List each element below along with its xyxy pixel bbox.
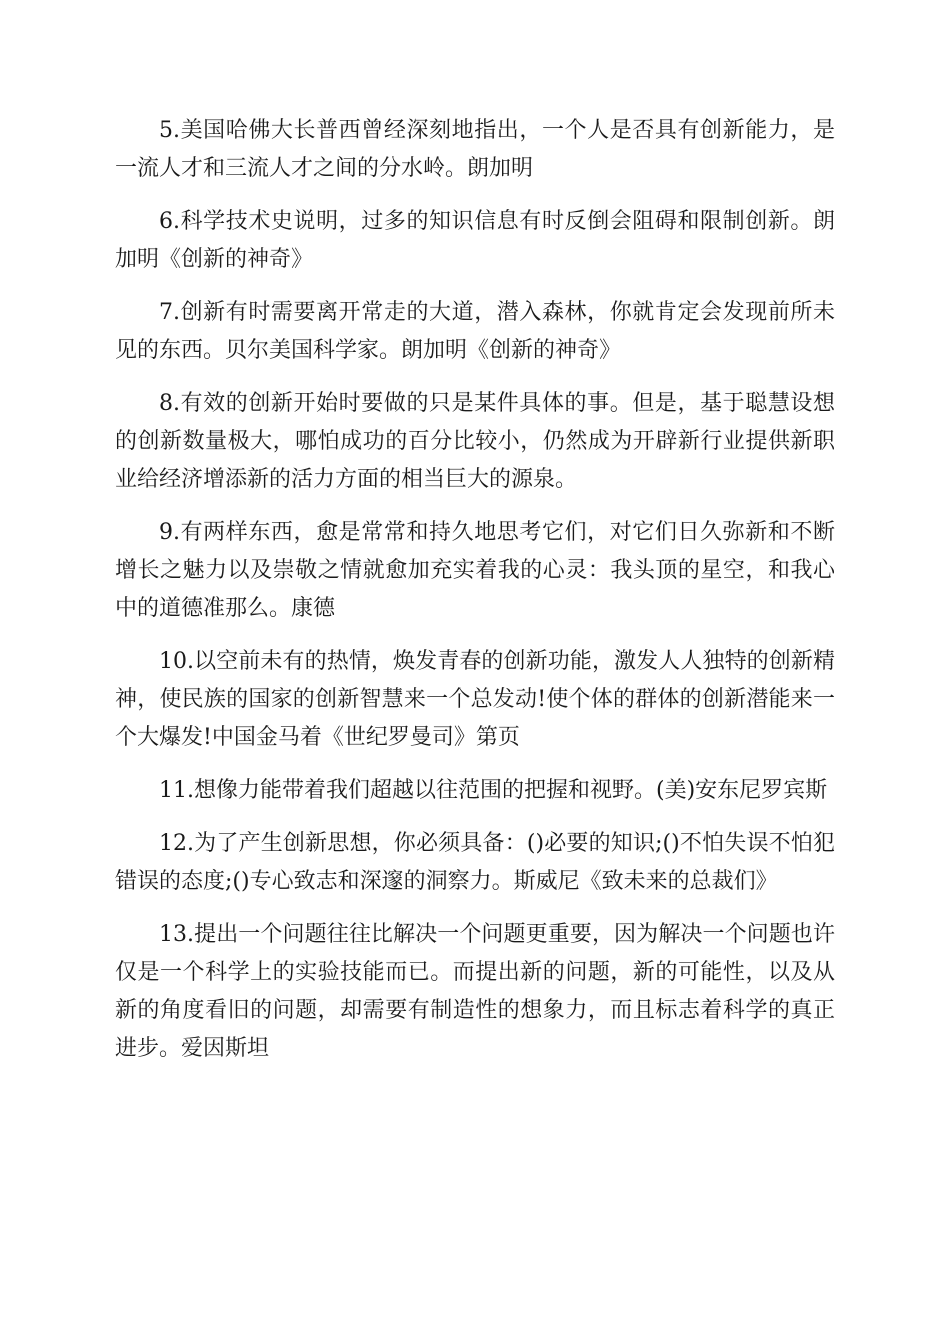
paragraph-13: 13.提出一个问题往往比解决一个问题更重要，因为解决一个问题也许仅是一个科学上的实验技能而已。而提出新的问题，新的可能性，以及从新的角度看旧的问题，却需要有制造性的想象力，而且标志着科学的真正进步。爱因斯坦 <box>115 922 835 1061</box>
paragraph-8: 8.有效的创新开始时要做的只是某件具体的事。但是，基于聪慧设想的创新数量极大，哪怕成功的百分比较小，仍然成为开辟新行业提供新职业给经济增添新的活力方面的相当巨大的源泉。 <box>115 391 835 492</box>
document-body <box>115 112 835 1083</box>
paragraph-9: 9.有两样东西，愈是常常和持久地思考它们，对它们日久弥新和不断增长之魅力以及崇敬之情就愈加充实着我的心灵：我头顶的星空，和我心中的道德准那么。康德 <box>115 520 835 621</box>
paragraph-6: 6.科学技术史说明，过多的知识信息有时反倒会阻碍和限制创新。朗加明《创新的神奇》 <box>115 209 835 272</box>
paragraph-12: 12.为了产生创新思想，你必须具备：()必要的知识;()不怕失误不怕犯错误的态度;()专心致志和深邃的洞察力。斯威尼《致未来的总裁们》 <box>115 831 835 894</box>
paragraph-5: 5.美国哈佛大长普西曾经深刻地指出，一个人是否具有创新能力，是一流人才和三流人才之间的分水岭。朗加明 <box>115 118 835 181</box>
paragraph-10: 10.以空前未有的热情，焕发青春的创新功能，激发人人独特的创新精神，使民族的国家的创新智慧来一个总发动!使个体的群体的创新潜能来一个大爆发!中国金马着《世纪罗曼司》第页 <box>115 649 835 750</box>
paragraph-7: 7.创新有时需要离开常走的大道，潜入森林，你就肯定会发现前所未见的东西。贝尔美国科学家。朗加明《创新的神奇》 <box>115 300 835 363</box>
paragraph-11: 11.想像力能带着我们超越以往范围的把握和视野。(美)安东尼罗宾斯 <box>159 778 828 803</box>
